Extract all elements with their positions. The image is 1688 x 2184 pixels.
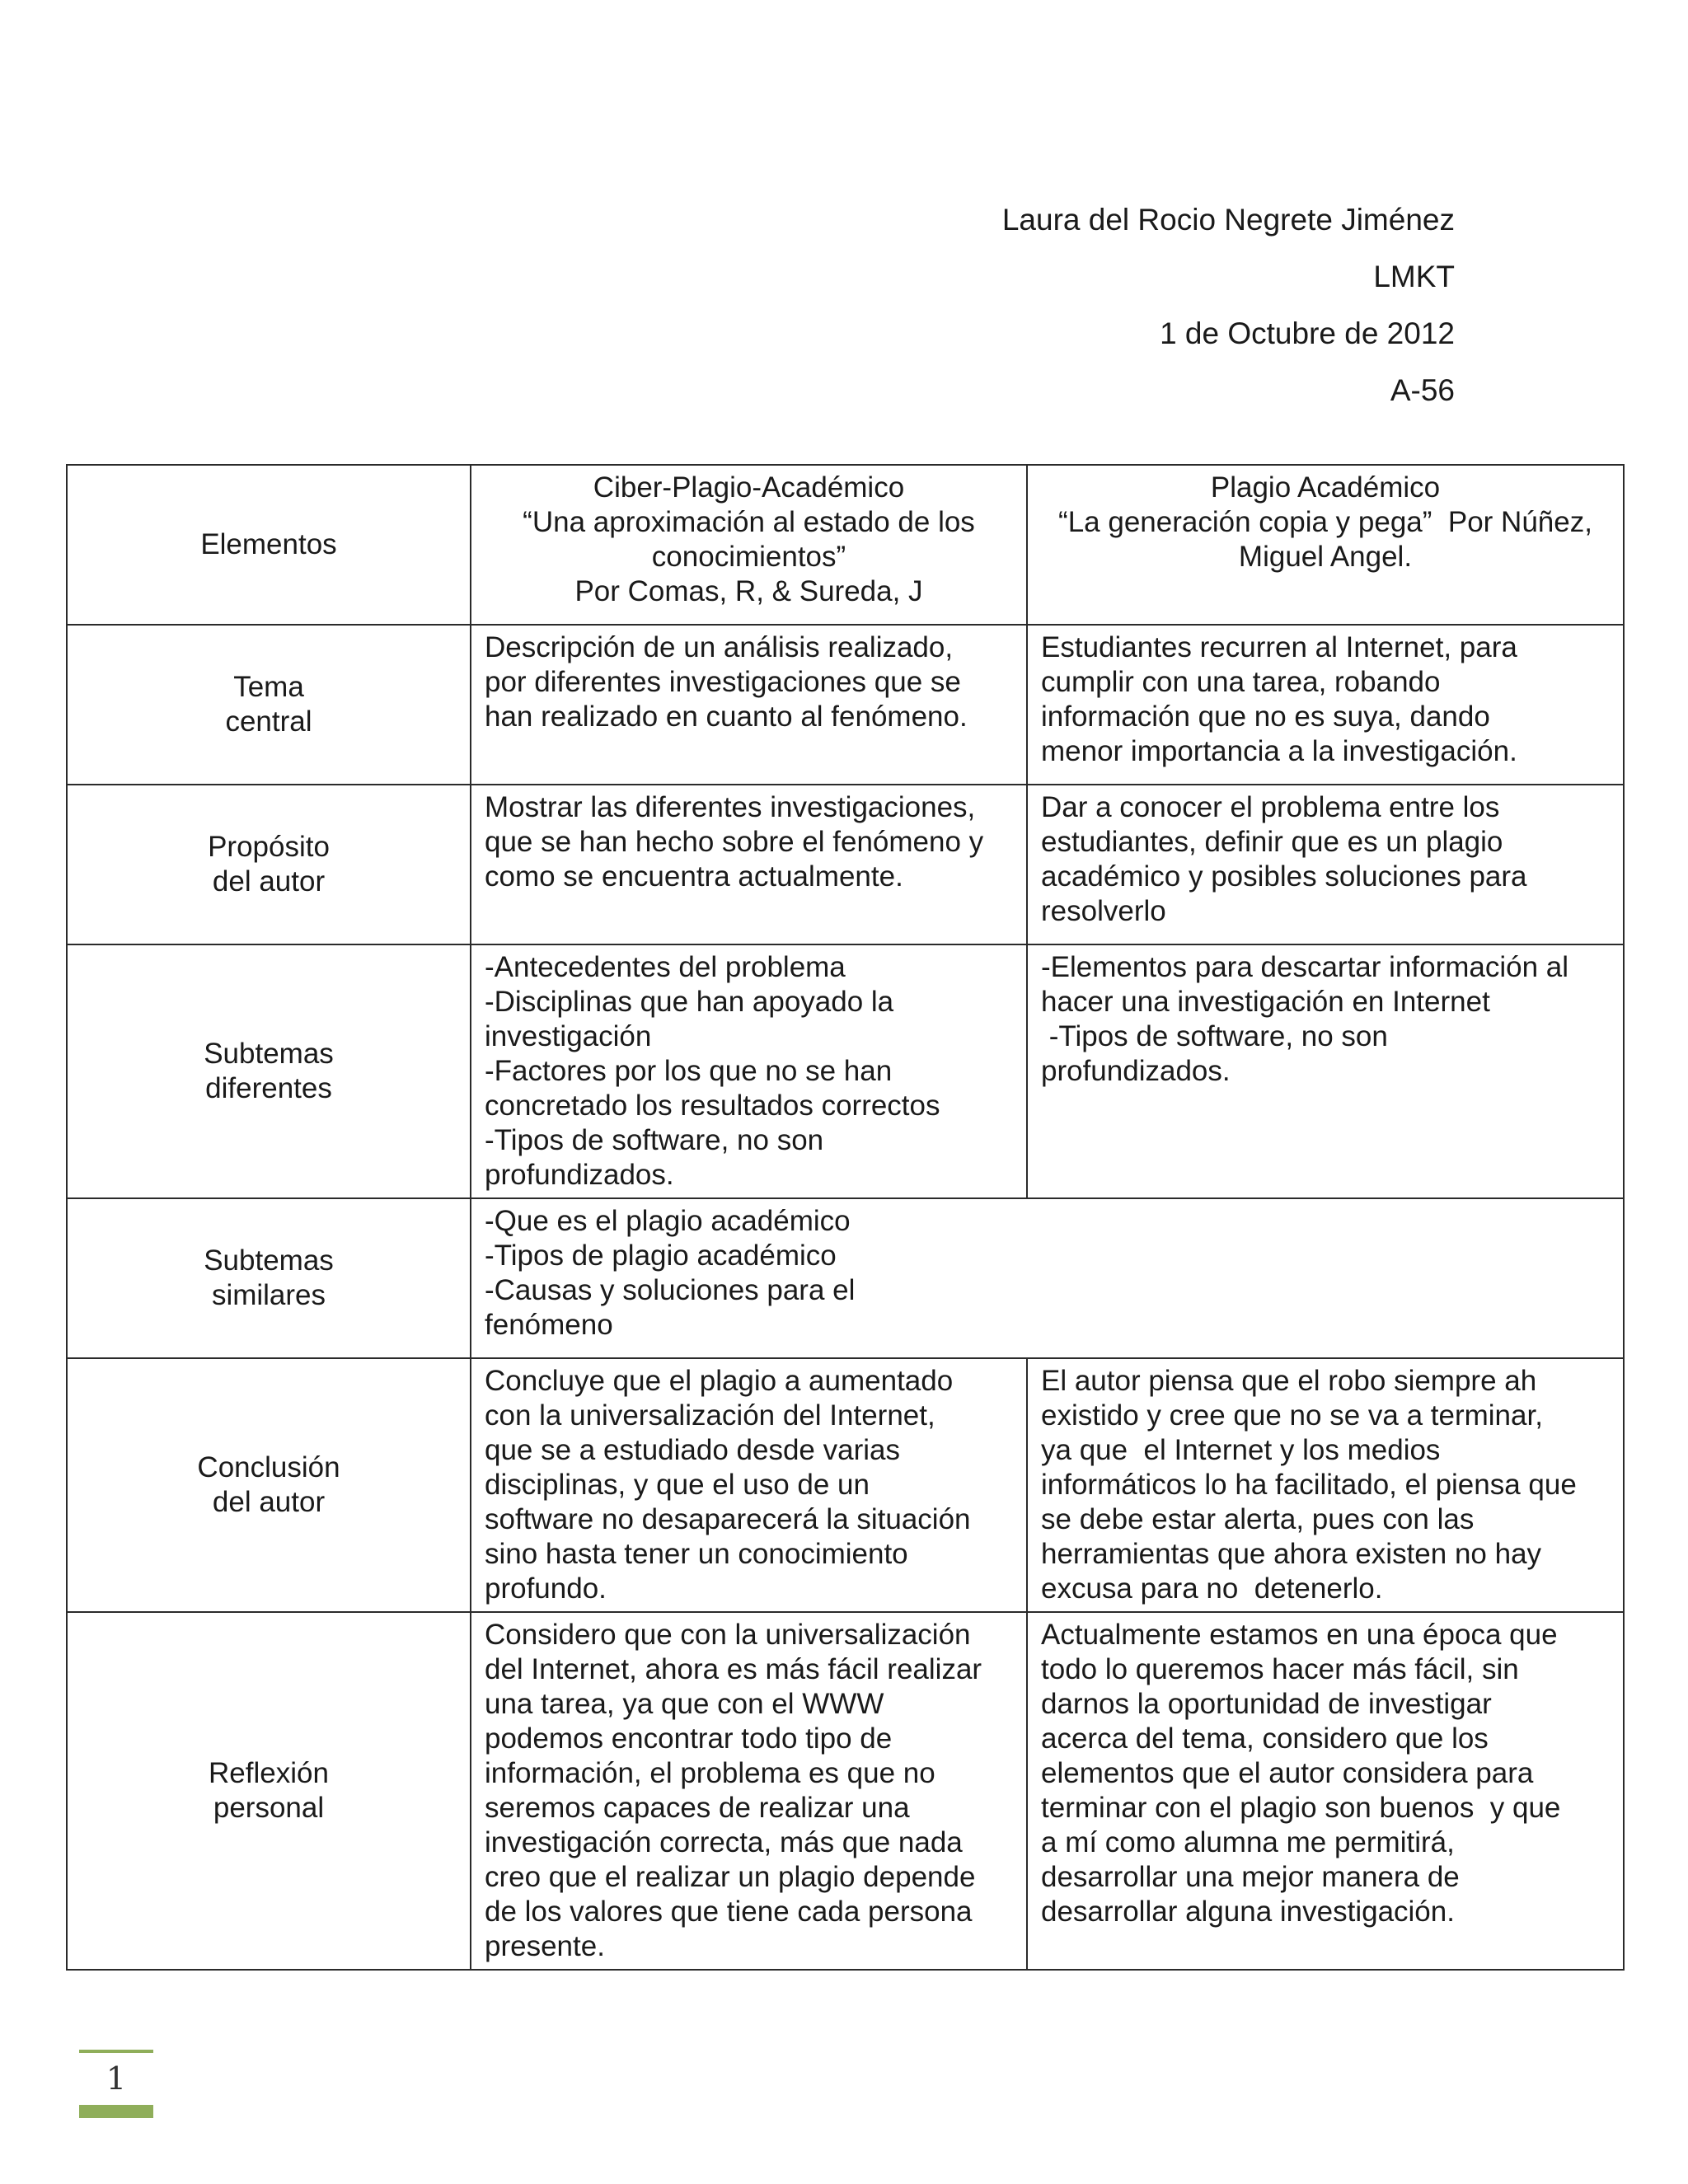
cell-text-line: estudiantes, definir que es un plagio — [1041, 826, 1503, 858]
cell-text-line: excusa para no detenerlo. — [1041, 1572, 1383, 1605]
cell-text-line: cumplir con una tarea, robando — [1041, 666, 1441, 698]
cell-text-line: seremos capaces de realizar una — [485, 1792, 910, 1824]
cell-text-line: Mostrar las diferentes investigaciones, — [485, 791, 976, 823]
cell-text-line: Estudiantes recurren al Internet, para — [1041, 631, 1517, 663]
cell-text-line: -Antecedentes del problema — [485, 951, 846, 983]
table-header-row — [67, 465, 1624, 625]
cell-text-line: Elementos — [200, 528, 337, 560]
cell-text-line: similares — [211, 1279, 326, 1311]
cell-tema-col2 — [471, 625, 1027, 785]
cell-text-line: Subtemas — [204, 1244, 334, 1277]
cell-text-line: presente. — [485, 1930, 605, 1962]
cell-text-line: a mí como alumna me permitirá, — [1041, 1826, 1455, 1858]
row-label-conclusion — [67, 1358, 471, 1612]
cell-text-line: “Una aproximación al estado de los — [523, 506, 975, 538]
cell-text-line: herramientas que ahora existen no hay — [1041, 1538, 1542, 1570]
cell-text-line: software no desaparecerá la situación — [485, 1503, 971, 1535]
cell-text-line: elementos que el autor considera para — [1041, 1757, 1534, 1789]
cell-text-line: profundizados. — [485, 1159, 674, 1191]
cell-text-line: desarrollar una mejor manera de — [1041, 1861, 1460, 1893]
cell-text-line: menor importancia a la investigación. — [1041, 735, 1517, 767]
cell-text-line: académico y posibles soluciones para — [1041, 860, 1527, 893]
cell-text-line: Reflexión — [209, 1757, 329, 1789]
cell-text-line: Miguel Angel. — [1238, 541, 1413, 573]
cell-text-line: -Disciplinas que han apoyado la — [485, 986, 894, 1018]
cell-text-line: conocimientos” — [651, 541, 846, 573]
cell-conclusion-col3 — [1027, 1358, 1624, 1612]
cell-text-line: información que no es suya, dando — [1041, 701, 1490, 733]
cell-text-line: acerca del tema, considero que los — [1041, 1722, 1489, 1755]
cell-text-line: -Elementos para descartar información al — [1041, 951, 1569, 983]
table-row — [67, 785, 1624, 944]
document-header — [1002, 191, 1455, 419]
cell-text-line: hacer una investigación en Internet — [1041, 986, 1490, 1018]
footer-accent-bottom — [79, 2105, 153, 2118]
cell-subtemas-diferentes-col3 — [1027, 944, 1624, 1198]
cell-text-line: Tema — [233, 671, 304, 703]
cell-text-line: concretado los resultados correctos — [485, 1090, 940, 1122]
cell-text-line: El autor piensa que el robo siempre ah — [1041, 1365, 1537, 1397]
cell-text-line: del Internet, ahora es más fácil realizar — [485, 1653, 982, 1685]
cell-text-line: podemos encontrar todo tipo de — [485, 1722, 893, 1755]
cell-text-line: -Tipos de software, no son — [485, 1124, 824, 1156]
cell-text-line: profundo. — [485, 1572, 607, 1605]
document-date: 1 de Octubre de 2012 — [1160, 316, 1455, 350]
cell-conclusion-col2 — [471, 1358, 1027, 1612]
table-row — [67, 944, 1624, 1198]
cell-text-line: Descripción de un análisis realizado, — [485, 631, 954, 663]
cell-text-line: del autor — [212, 865, 326, 898]
cell-text-line: con la universalización del Internet, — [485, 1399, 935, 1432]
header-ciber-plagio — [471, 465, 1027, 625]
cell-text-line: informáticos lo ha facilitado, el piensa que — [1041, 1469, 1577, 1501]
cell-text-line: que se han hecho sobre el fenómeno y — [485, 826, 984, 858]
cell-text-line: Plagio Académico — [1210, 471, 1441, 504]
cell-tema-col3 — [1027, 625, 1624, 785]
cell-text-line: como se encuentra actualmente. — [485, 860, 903, 893]
cell-text-line: información, el problema es que no — [485, 1757, 935, 1789]
author-name: Laura del Rocio Negrete Jiménez — [1001, 203, 1455, 237]
cell-text-line: Por Comas, R, & Sureda, J — [574, 575, 923, 607]
cell-text-line: todo lo queremos hacer más fácil, sin — [1041, 1653, 1519, 1685]
program-code: LMKT — [1373, 260, 1455, 293]
cell-reflexion-col2 — [471, 1612, 1027, 1970]
table-row — [67, 1358, 1624, 1612]
cell-text-line: Dar a conocer el problema entre los — [1041, 791, 1500, 823]
cell-text-line: Ciber-Plagio-Académico — [593, 471, 905, 504]
row-label-subtemas-similares — [67, 1198, 471, 1358]
header-elementos — [67, 465, 471, 625]
cell-text-line: Conclusión — [197, 1451, 340, 1483]
cell-text-line: diferentes — [205, 1072, 332, 1104]
cell-text-line: -Factores por los que no se han — [485, 1055, 893, 1087]
cell-text-line: disciplinas, y que el uso de un — [485, 1469, 870, 1501]
table-row — [67, 1612, 1624, 1970]
cell-text-line: personal — [213, 1792, 325, 1824]
cell-text-line: del autor — [212, 1486, 326, 1518]
cell-text-line: -Tipos de software, no son — [1041, 1020, 1388, 1052]
cell-text-line: Considero que con la universalización — [485, 1619, 971, 1651]
cell-text-line: por diferentes investigaciones que se — [485, 666, 961, 698]
row-label-proposito — [67, 785, 471, 944]
cell-text-line: Subtemas — [204, 1038, 334, 1070]
cell-text-line: -Causas y soluciones para el — [485, 1274, 856, 1306]
group-code: A-56 — [1390, 373, 1455, 407]
cell-text-line: Concluye que el plagio a aumentado — [485, 1365, 954, 1397]
cell-text-line: existido y cree que no se va a terminar, — [1041, 1399, 1543, 1432]
cell-text-line: investigación — [485, 1020, 652, 1052]
cell-proposito-col3 — [1027, 785, 1624, 944]
cell-text-line: ya que el Internet y los medios — [1041, 1434, 1441, 1466]
cell-text-line: “La generación copia y pega” Por Núñez, — [1058, 506, 1592, 538]
cell-text-line: creo que el realizar un plagio depende — [485, 1861, 976, 1893]
cell-proposito-col2 — [471, 785, 1027, 944]
header-plagio-academico — [1027, 465, 1624, 625]
table-row — [67, 625, 1624, 785]
cell-text-line: fenómeno — [485, 1309, 613, 1341]
cell-subtemas-diferentes-col2 — [471, 944, 1027, 1198]
cell-text-line: se debe estar alerta, pues con las — [1041, 1503, 1475, 1535]
page-number-text: 1 — [106, 2060, 127, 2097]
row-label-tema-central — [67, 625, 471, 785]
cell-text-line: sino hasta tener un conocimiento — [485, 1538, 908, 1570]
cell-text-line: terminar con el plagio son buenos y que — [1041, 1792, 1561, 1824]
comparison-table — [66, 464, 1625, 1971]
cell-text-line: -Que es el plagio académico — [485, 1205, 851, 1237]
cell-text-line: profundizados. — [1041, 1055, 1231, 1087]
cell-text-line: Actualmente estamos en una época que — [1041, 1619, 1558, 1651]
cell-text-line: que se a estudiado desde varias — [485, 1434, 900, 1466]
cell-text-line: resolverlo — [1041, 895, 1166, 927]
cell-text-line: de los valores que tiene cada persona — [485, 1896, 973, 1928]
cell-text-line: desarrollar alguna investigación. — [1041, 1896, 1455, 1928]
row-label-subtemas-diferentes — [67, 944, 471, 1198]
cell-text-line: central — [225, 705, 312, 738]
cell-reflexion-col3 — [1027, 1612, 1624, 1970]
cell-text-line: Propósito — [208, 831, 330, 863]
page-number — [79, 2049, 153, 2097]
cell-text-line: una tarea, ya que con el WWW — [485, 1688, 884, 1720]
row-label-reflexion — [67, 1612, 471, 1970]
cell-subtemas-similares-merged — [471, 1198, 1624, 1358]
cell-text-line: han realizado en cuanto al fenómeno. — [485, 701, 968, 733]
cell-text-line: darnos la oportunidad de investigar — [1041, 1688, 1492, 1720]
cell-text-line: investigación correcta, más que nada — [485, 1826, 963, 1858]
cell-text-line: -Tipos de plagio académico — [485, 1240, 837, 1272]
table-row — [67, 1198, 1624, 1358]
